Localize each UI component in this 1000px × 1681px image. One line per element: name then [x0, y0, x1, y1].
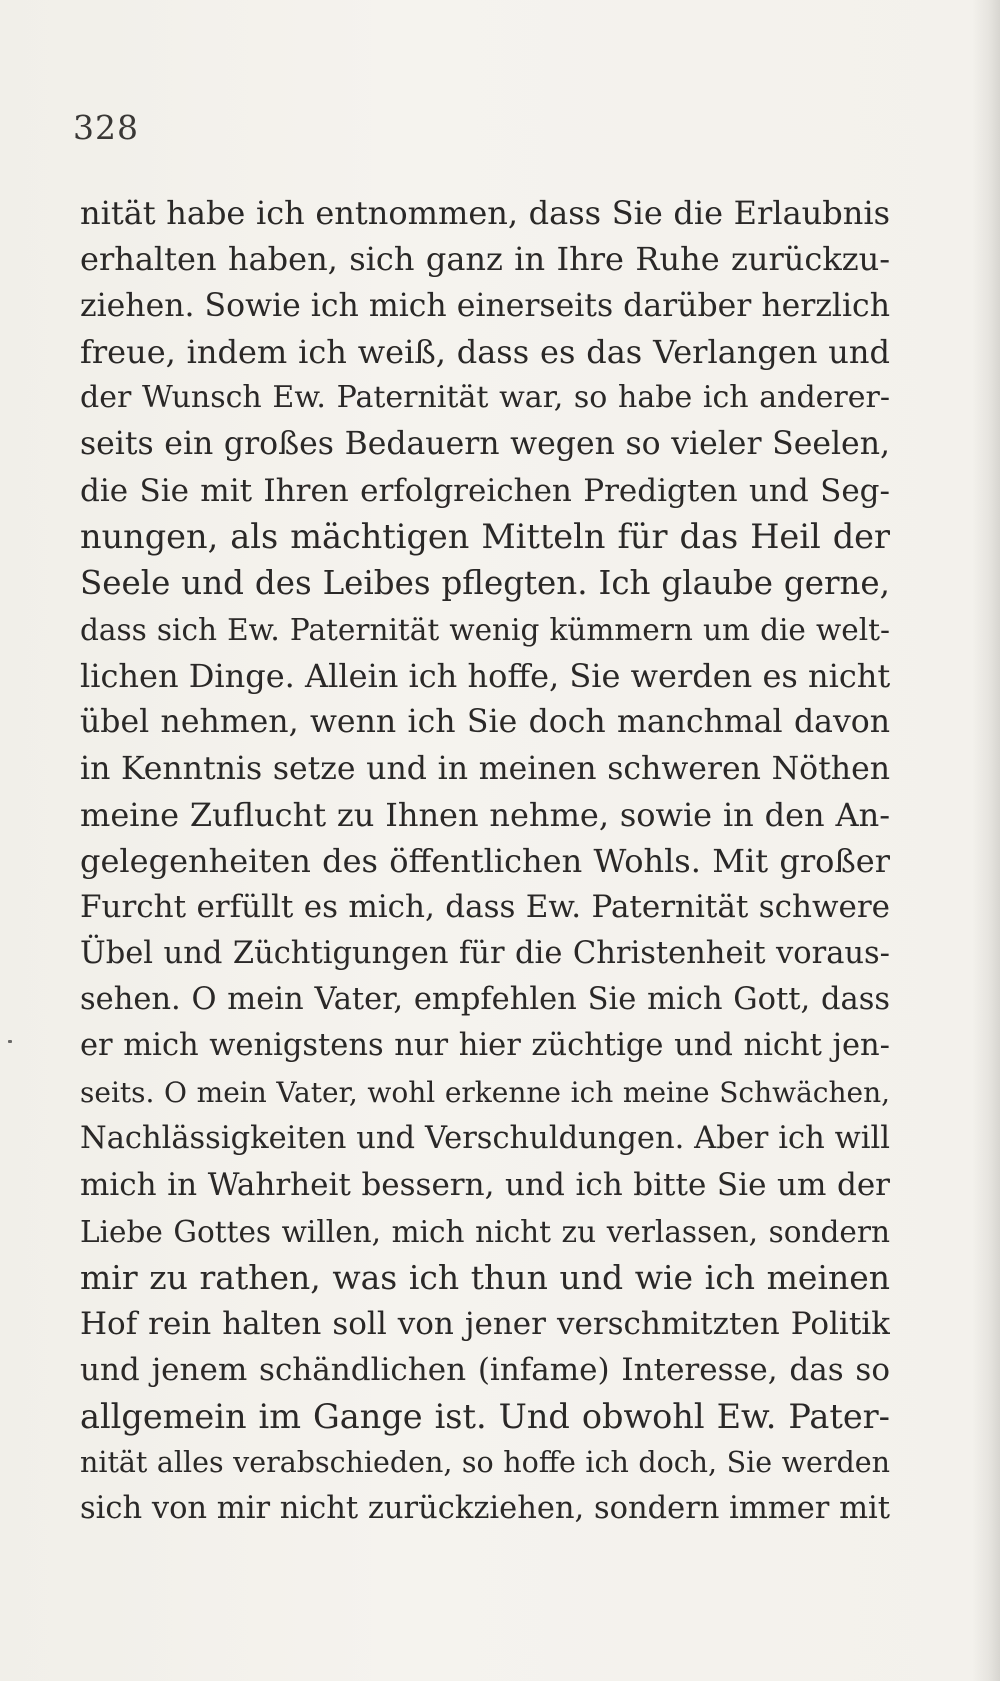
text-line: ziehen. Sowie ich mich einerseits darüber herzlich [80, 287, 890, 324]
text-line: sich von mir nicht zurückziehen, sondern immer mit [80, 1491, 890, 1527]
text-line: mir zu rathen, was ich thun und wie ich meinen [80, 1257, 890, 1297]
text-line: er mich wenigstens nur hier züchtige und nicht jen- [80, 1028, 890, 1064]
text-line: Liebe Gottes willen, mich nicht zu verlassen, sondern [80, 1214, 890, 1249]
text-line: seits. O mein Vater, wohl erkenne ich meine Schwächen, [80, 1075, 890, 1109]
text-line: erhalten haben, sich ganz in Ihre Ruhe zurückzu- [80, 240, 890, 279]
text-line: meine Zuflucht zu Ihnen nehme, sowie in den An- [80, 795, 890, 834]
text-line: Übel und Züchtigungen für die Christenheit voraus- [80, 935, 890, 971]
text-line: allgemein im Gange ist. Und obwohl Ew. Pater- [80, 1396, 890, 1436]
text-line: nität alles verabschieden, so hoffe ich doch, Sie werden [80, 1446, 890, 1480]
text-line: nität habe ich entnommen, dass Sie die Erlaubnis [80, 194, 890, 232]
text-line: mich in Wahrheit bessern, und ich bitte Sie um der [80, 1167, 890, 1204]
text-line: übel nehmen, wenn ich Sie doch manchmal davon [80, 704, 890, 741]
text-line: lichen Dinge. Allein ich hoffe, Sie werden es nicht [80, 656, 890, 695]
text-line: und jenem schändlichen (infame) Interesse, das so [80, 1352, 890, 1389]
text-line: Furcht erfüllt es mich, dass Ew. Paternität schwere [80, 889, 890, 926]
text-line: seits ein großes Bedauern wegen so vieler Seelen, [80, 426, 890, 463]
text-line: in Kenntnis setze und in meinen schweren Nöthen [80, 750, 890, 787]
text-line: die Sie mit Ihren erfolgreichen Predigten und Seg- [80, 472, 890, 509]
text-line: Seele und des Leibes pflegten. Ich glaube gerne, [80, 564, 890, 603]
text-line: Hof rein halten soll von jener verschmitzten Politik [80, 1306, 890, 1343]
body-text [80, 190, 890, 1533]
text-line: dass sich Ew. Paternität wenig kümmern um die welt- [80, 612, 890, 647]
page-edge-shadow [972, 0, 1000, 1681]
text-line: Nachlässigkeiten und Verschuldungen. Aber ich will [80, 1120, 890, 1156]
text-line: sehen. O mein Vater, empfehlen Sie mich Gott, dass [80, 982, 890, 1018]
print-speck [8, 1040, 12, 1043]
text-line: nungen, als mächtigen Mitteln für das Heil der [80, 517, 890, 557]
page-number: 328 [73, 108, 139, 147]
text-line: der Wunsch Ew. Paternität war, so habe ich anderer- [80, 380, 890, 416]
text-line: freue, indem ich weiß, dass es das Verlangen und [80, 332, 890, 371]
text-line: gelegenheiten des öffentlichen Wohls. Mit großer [80, 842, 890, 881]
